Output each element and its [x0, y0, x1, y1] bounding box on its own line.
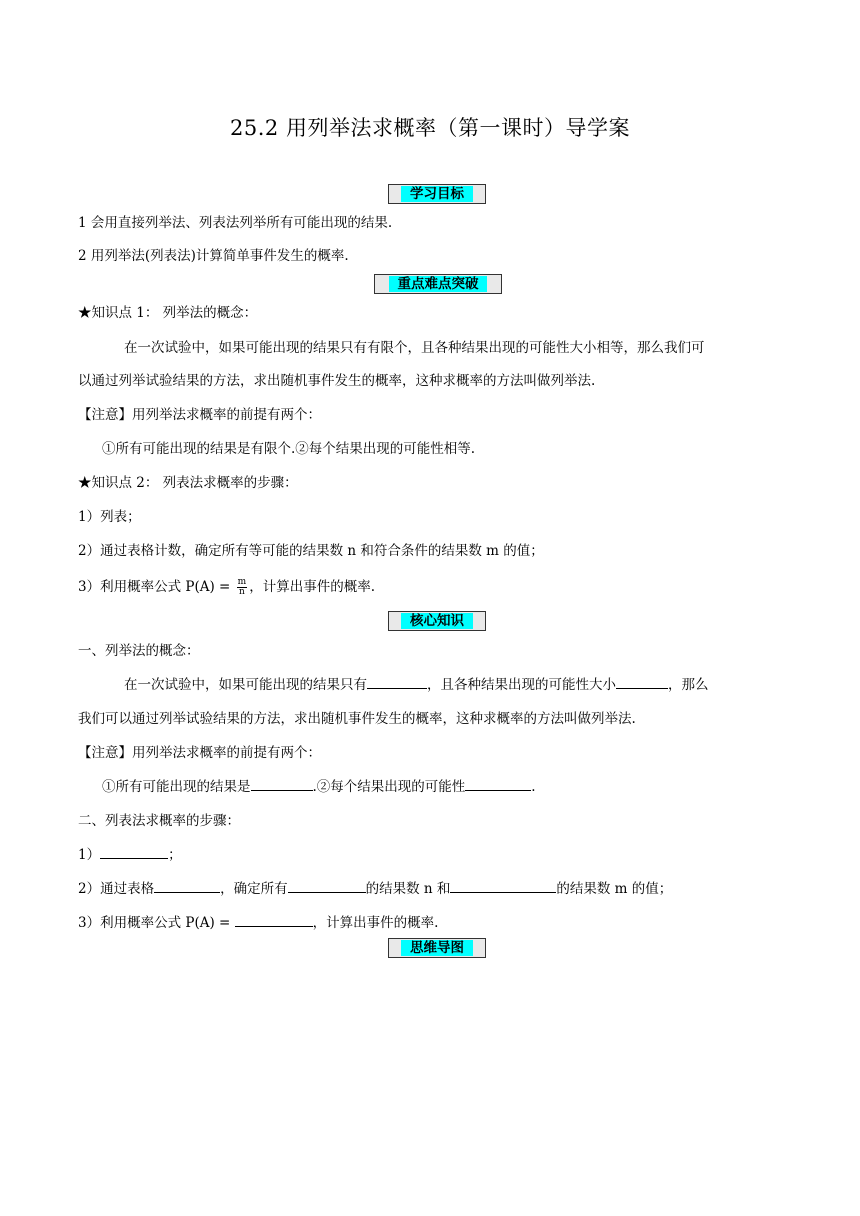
core-note-text-b: .②每个结果出现的可能性: [312, 779, 466, 795]
knowledge-point-1-text-line1: 在一次试验中，如果可能出现的结果只有有限个，且各种结果出现的可能性大小相等，那么我们可: [124, 340, 705, 356]
page-title: 25.2 用列举法求概率（第一课时）导学案: [230, 116, 630, 140]
fraction-numerator: m: [237, 577, 247, 587]
core-note-items: [102, 778, 536, 796]
section-header-mindmap: [388, 938, 486, 958]
knowledge-point-2-title: ★知识点 2： 列表法求概率的步骤：: [78, 475, 298, 491]
core-p1-text-a: 在一次试验中，如果可能出现的结果只有: [124, 677, 367, 693]
goal-item-2: 2 用列举法(列表法)计算简单事件发生的概率.: [78, 248, 349, 264]
blank-matching-condition[interactable]: [450, 880, 556, 893]
core-p1-text-c: ，那么: [668, 677, 709, 693]
step-2: 2）通过表格计数，确定所有等可能的结果数 n 和符合条件的结果数 m 的值；: [78, 543, 544, 559]
step-3: [78, 578, 375, 597]
core-step-2-text-a: 2）通过表格: [78, 881, 155, 897]
blank-finite-results[interactable]: [251, 778, 313, 791]
knowledge-point-1-title: ★知识点 1： 列举法的概念：: [78, 305, 258, 321]
goal-item-1: 1 会用直接列举法、列表法列举所有可能出现的结果.: [78, 215, 393, 231]
core-note-text-a: ①所有可能出现的结果是: [102, 779, 251, 795]
step-3-text-b: ，计算出事件的概率.: [249, 579, 375, 595]
section-header-goals: [388, 184, 486, 204]
core-step-2: [78, 880, 672, 898]
core-paragraph-line1: [124, 676, 709, 694]
probability-fraction: [237, 578, 248, 597]
core-heading-2: 二、列表法求概率的步骤：: [78, 813, 240, 829]
note-items: ①所有可能出现的结果是有限个.②每个结果出现的可能性相等.: [102, 441, 476, 457]
core-note-heading: 【注意】用列举法求概率的前提有两个：: [78, 745, 321, 761]
core-step-2-text-d: 的结果数 m 的值；: [556, 881, 673, 897]
core-note-text-c: .: [531, 779, 536, 795]
core-step-3-text-b: ，计算出事件的概率.: [312, 915, 439, 931]
core-step-2-text-c: 的结果数 n 和: [365, 881, 451, 897]
blank-equal[interactable]: [616, 676, 668, 689]
blank-list-table[interactable]: [100, 846, 168, 859]
blank-count[interactable]: [154, 880, 220, 893]
note-heading: 【注意】用列举法求概率的前提有两个：: [78, 407, 321, 423]
core-paragraph-line2: 我们可以通过列举试验结果的方法，求出随机事件发生的概率，这种求概率的方法叫做列举法.: [78, 711, 636, 727]
step-3-text-a: 3）利用概率公式 P(A) =: [78, 579, 235, 595]
blank-equally-likely[interactable]: [288, 880, 366, 893]
core-step-1: [78, 846, 182, 864]
section-label-core: 核心知识: [401, 613, 473, 629]
blank-finite[interactable]: [367, 676, 427, 689]
core-p1-text-b: ，且各种结果出现的可能性大小: [427, 677, 616, 693]
section-header-key-points: [374, 274, 502, 294]
core-step-1-text-b: ；: [168, 847, 182, 863]
blank-equal-likelihood[interactable]: [465, 778, 531, 791]
core-step-3: [78, 914, 438, 932]
core-step-2-text-b: ，确定所有: [220, 881, 288, 897]
section-label-key-points: 重点难点突破: [389, 276, 487, 292]
knowledge-point-1-text-line2: 以通过列举试验结果的方法，求出随机事件发生的概率，这种求概率的方法叫做列举法.: [78, 373, 596, 389]
core-heading-1: 一、列举法的概念：: [78, 643, 200, 659]
fraction-denominator: n: [239, 587, 245, 597]
section-header-core: [388, 611, 486, 631]
blank-formula[interactable]: [235, 914, 313, 927]
core-step-3-text-a: 3）利用概率公式 P(A) =: [78, 915, 235, 931]
section-label-goals: 学习目标: [401, 186, 473, 202]
core-step-1-text-a: 1）: [78, 847, 101, 863]
step-1: 1）列表；: [78, 509, 141, 525]
section-label-mindmap: 思维导图: [401, 940, 473, 956]
